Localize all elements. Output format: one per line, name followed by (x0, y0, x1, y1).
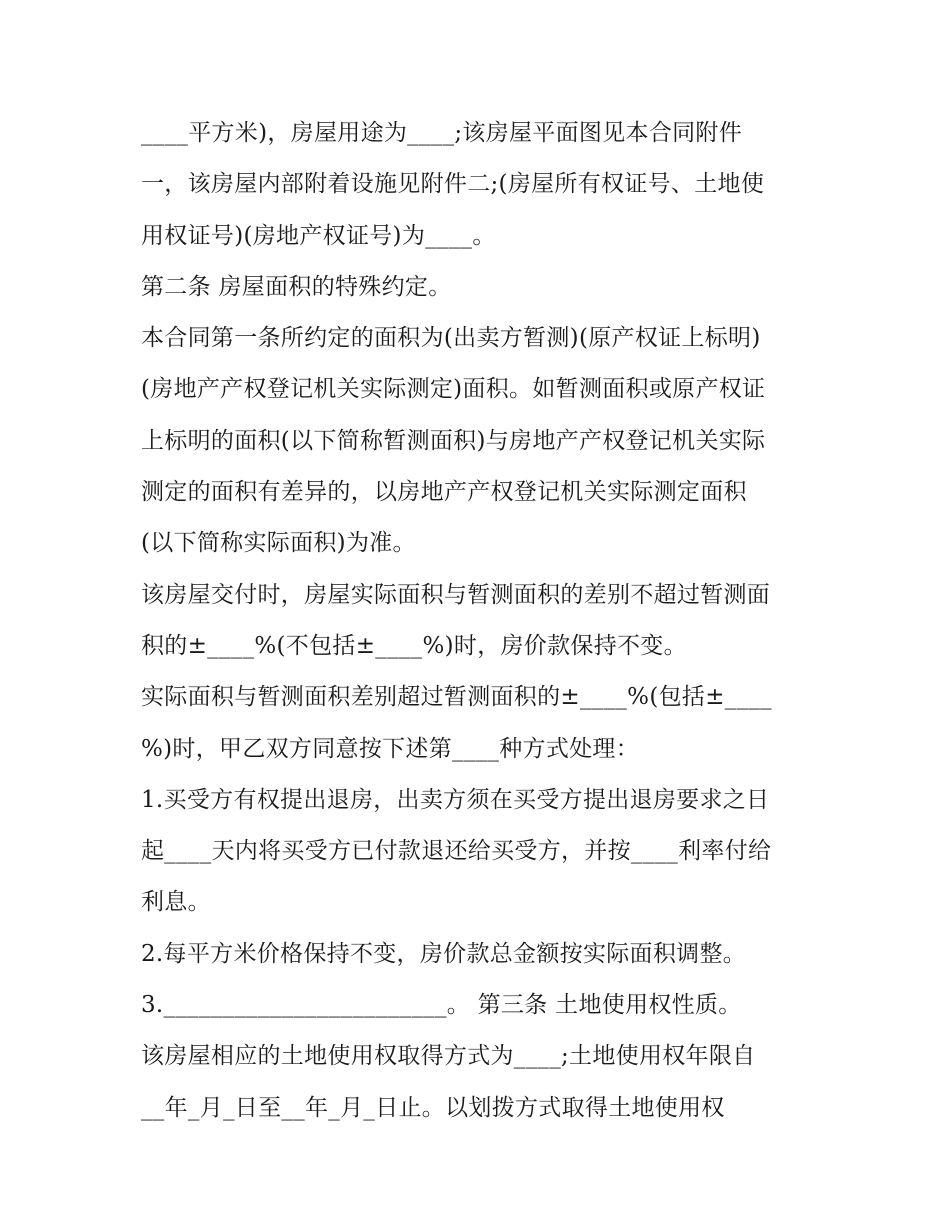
text-line: (房地产产权登记机关实际测定)面积。如暂测面积或原产权证 (141, 376, 766, 403)
text-line: 起____天内将买受方已付款退还给买受方，并按____利率付给 (141, 838, 772, 865)
text-line: ____平方米)，房屋用途为____;该房屋平面图见本合同附件 (141, 120, 743, 146)
text-line: 利息。 (141, 889, 211, 916)
text-line: 积的±____%(不包括±____%)时，房价款保持不变。 (141, 632, 687, 659)
text-line: %)时，甲乙双方同意按下述第____种方式处理： (141, 735, 640, 762)
text-line: 一，该房屋内部附着设施见附件二;(房屋所有权证号、土地使 (141, 171, 765, 198)
text-line: 该房屋相应的土地使用权取得方式为____;土地使用权年限自 (141, 1043, 756, 1070)
text-line: 用权证号)(房地产权证号)为____。 (141, 222, 496, 249)
text-line: 本合同第一条所约定的面积为(出卖方暂测)(原产权证上标明) (141, 325, 761, 352)
text-line: __年_月_日至__年_月_日止。以划拨方式取得土地使用权 (141, 1094, 725, 1121)
text-line: (以下简称实际面积)为准。 (141, 530, 416, 557)
section-heading: 第二条 房屋面积的特殊约定。 (141, 273, 452, 300)
document-body (141, 108, 821, 1134)
list-item: 1.买受方有权提出退房，出卖方须在买受方提出退房要求之日 (141, 786, 770, 813)
list-item: 3.________________________。 第三条 土地使用权性质。 (141, 992, 742, 1019)
text-line: 该房屋交付时，房屋实际面积与暂测面积的差别不超过暂测面 (141, 581, 771, 608)
list-item: 2.每平方米价格保持不变，房价款总金额按实际面积调整。 (141, 940, 747, 967)
text-line: 上标明的面积(以下简称暂测面积)与房地产产权登记机关实际 (141, 427, 766, 454)
text-line: 实际面积与暂测面积差别超过暂测面积的±____%(包括±____ (141, 684, 772, 711)
text-line: 测定的面积有差异的，以房地产产权登记机关实际测定面积 (141, 479, 747, 506)
